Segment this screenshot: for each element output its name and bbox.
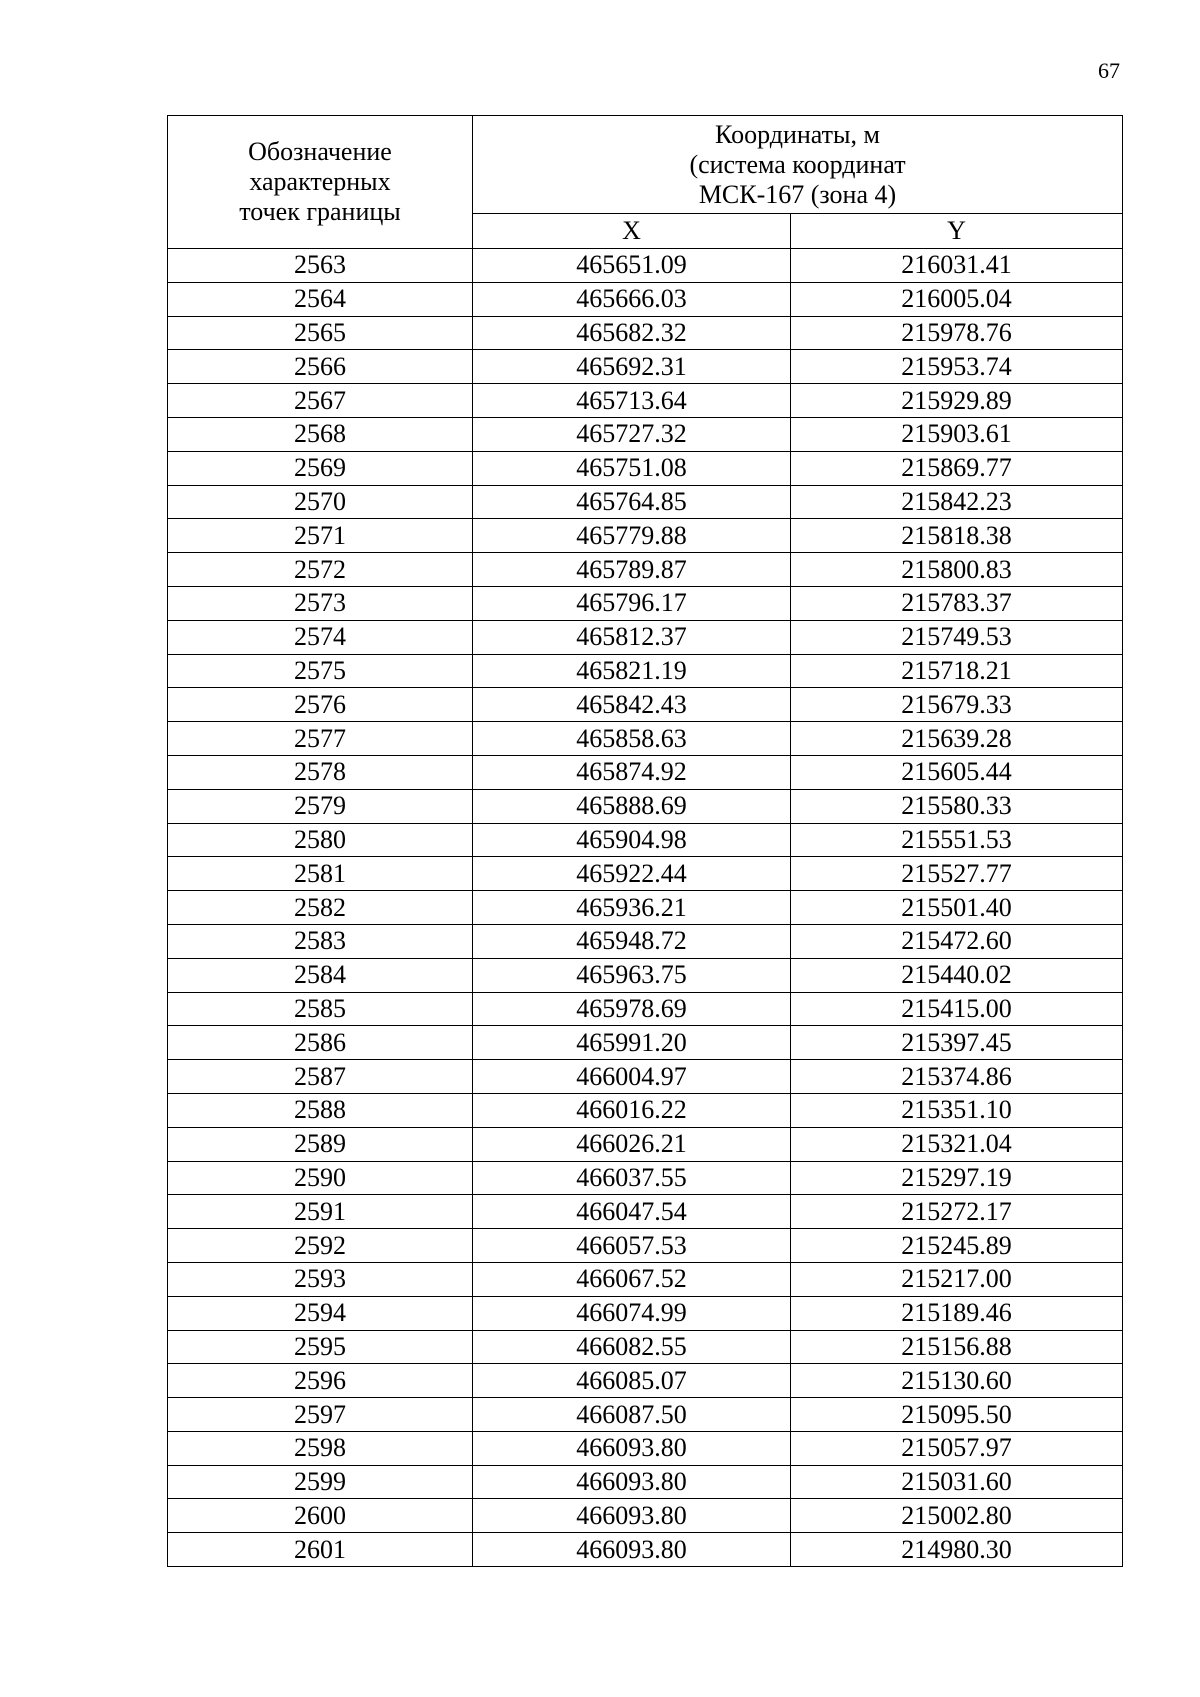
point-id-cell: 2580 — [168, 823, 473, 857]
table-row — [168, 1229, 1123, 1263]
point-designation-header-text: Обозначение характерных точек границы — [239, 137, 401, 226]
point-designation-header — [168, 116, 473, 249]
x-coordinate-cell: 466074.99 — [473, 1296, 791, 1330]
point-id-cell: 2570 — [168, 485, 473, 519]
y-coordinate-cell: 215842.23 — [791, 485, 1123, 519]
table-row — [168, 958, 1123, 992]
point-id-cell: 2578 — [168, 755, 473, 789]
point-id-cell: 2564 — [168, 282, 473, 316]
y-coordinate-cell: 215869.77 — [791, 451, 1123, 485]
point-id-cell: 2566 — [168, 350, 473, 384]
y-coordinate-cell: 215472.60 — [791, 924, 1123, 958]
table-row — [168, 1499, 1123, 1533]
x-coordinate-cell: 465789.87 — [473, 553, 791, 587]
point-id-cell: 2590 — [168, 1161, 473, 1195]
point-id-cell: 2571 — [168, 519, 473, 553]
x-coordinate-cell: 465682.32 — [473, 316, 791, 350]
y-coordinate-cell: 215415.00 — [791, 992, 1123, 1026]
x-coordinate-cell: 466067.52 — [473, 1262, 791, 1296]
point-id-cell: 2576 — [168, 688, 473, 722]
y-coordinate-cell: 215245.89 — [791, 1229, 1123, 1263]
table-row — [168, 1398, 1123, 1432]
table-row — [168, 924, 1123, 958]
x-coordinate-cell: 466093.80 — [473, 1465, 791, 1499]
table-row — [168, 992, 1123, 1026]
table-row — [168, 857, 1123, 891]
y-coordinate-cell: 215440.02 — [791, 958, 1123, 992]
point-id-cell: 2586 — [168, 1026, 473, 1060]
table-row — [168, 1026, 1123, 1060]
x-coordinate-cell: 465963.75 — [473, 958, 791, 992]
y-coordinate-cell: 215903.61 — [791, 417, 1123, 451]
point-id-cell: 2575 — [168, 654, 473, 688]
point-id-cell: 2579 — [168, 789, 473, 823]
point-id-cell: 2597 — [168, 1398, 473, 1432]
x-column-header: X — [473, 214, 791, 249]
y-coordinate-cell: 215130.60 — [791, 1364, 1123, 1398]
point-id-cell: 2577 — [168, 722, 473, 756]
x-coordinate-cell: 465991.20 — [473, 1026, 791, 1060]
point-id-cell: 2565 — [168, 316, 473, 350]
x-coordinate-cell: 466082.55 — [473, 1330, 791, 1364]
table-row — [168, 1465, 1123, 1499]
y-coordinate-cell: 215551.53 — [791, 823, 1123, 857]
table-row — [168, 1161, 1123, 1195]
x-coordinate-cell: 466057.53 — [473, 1229, 791, 1263]
point-id-cell: 2573 — [168, 586, 473, 620]
point-id-cell: 2568 — [168, 417, 473, 451]
x-coordinate-cell: 466026.21 — [473, 1127, 791, 1161]
x-coordinate-cell: 465874.92 — [473, 755, 791, 789]
x-coordinate-cell: 465948.72 — [473, 924, 791, 958]
y-coordinate-cell: 215272.17 — [791, 1195, 1123, 1229]
point-id-cell: 2574 — [168, 620, 473, 654]
table-row — [168, 1330, 1123, 1364]
table-row — [168, 722, 1123, 756]
point-id-cell: 2585 — [168, 992, 473, 1026]
table-row — [168, 688, 1123, 722]
y-coordinate-cell: 215351.10 — [791, 1093, 1123, 1127]
x-coordinate-cell: 466093.80 — [473, 1431, 791, 1465]
x-coordinate-cell: 466087.50 — [473, 1398, 791, 1432]
point-id-cell: 2567 — [168, 384, 473, 418]
y-coordinate-cell: 215397.45 — [791, 1026, 1123, 1060]
y-coordinate-cell: 215095.50 — [791, 1398, 1123, 1432]
table-row — [168, 891, 1123, 925]
table-row — [168, 755, 1123, 789]
table-row — [168, 553, 1123, 587]
x-coordinate-cell: 465751.08 — [473, 451, 791, 485]
x-coordinate-cell: 465936.21 — [473, 891, 791, 925]
point-id-cell: 2581 — [168, 857, 473, 891]
y-coordinate-cell: 215978.76 — [791, 316, 1123, 350]
coordinates-header-text: Координаты, м (система координат МСК-167 (зона 4) — [689, 119, 906, 209]
table-row — [168, 1533, 1123, 1567]
x-coordinate-cell: 465821.19 — [473, 654, 791, 688]
y-coordinate-cell: 215718.21 — [791, 654, 1123, 688]
table-row — [168, 1262, 1123, 1296]
table-row — [168, 1195, 1123, 1229]
y-coordinate-cell: 215527.77 — [791, 857, 1123, 891]
x-coordinate-cell: 465842.43 — [473, 688, 791, 722]
point-id-cell: 2589 — [168, 1127, 473, 1161]
table-row — [168, 654, 1123, 688]
x-coordinate-cell: 466085.07 — [473, 1364, 791, 1398]
x-coordinate-cell: 465713.64 — [473, 384, 791, 418]
coordinates-header — [473, 116, 1123, 214]
x-coordinate-cell: 466037.55 — [473, 1161, 791, 1195]
table-row — [168, 417, 1123, 451]
point-id-cell: 2584 — [168, 958, 473, 992]
point-id-cell: 2592 — [168, 1229, 473, 1263]
point-id-cell: 2563 — [168, 249, 473, 283]
table-row — [168, 485, 1123, 519]
y-coordinate-cell: 215783.37 — [791, 586, 1123, 620]
y-coordinate-cell: 215580.33 — [791, 789, 1123, 823]
table-row — [168, 620, 1123, 654]
point-id-cell: 2599 — [168, 1465, 473, 1499]
table-row — [168, 789, 1123, 823]
point-id-cell: 2582 — [168, 891, 473, 925]
point-id-cell: 2591 — [168, 1195, 473, 1229]
x-coordinate-cell: 466093.80 — [473, 1499, 791, 1533]
y-coordinate-cell: 215189.46 — [791, 1296, 1123, 1330]
y-coordinate-cell: 215953.74 — [791, 350, 1123, 384]
point-id-cell: 2587 — [168, 1060, 473, 1094]
point-id-cell: 2600 — [168, 1499, 473, 1533]
table-row — [168, 316, 1123, 350]
y-coordinate-cell: 216005.04 — [791, 282, 1123, 316]
y-coordinate-cell: 215031.60 — [791, 1465, 1123, 1499]
point-id-cell: 2583 — [168, 924, 473, 958]
x-coordinate-cell: 465888.69 — [473, 789, 791, 823]
point-id-cell: 2588 — [168, 1093, 473, 1127]
table-row — [168, 1127, 1123, 1161]
x-coordinate-cell: 465978.69 — [473, 992, 791, 1026]
table-row — [168, 823, 1123, 857]
point-id-cell: 2569 — [168, 451, 473, 485]
point-id-cell: 2596 — [168, 1364, 473, 1398]
y-coordinate-cell: 216031.41 — [791, 249, 1123, 283]
y-coordinate-cell: 215002.80 — [791, 1499, 1123, 1533]
x-coordinate-cell: 466004.97 — [473, 1060, 791, 1094]
y-coordinate-cell: 215929.89 — [791, 384, 1123, 418]
table-row — [168, 1431, 1123, 1465]
y-coordinate-cell: 215679.33 — [791, 688, 1123, 722]
y-coordinate-cell: 215818.38 — [791, 519, 1123, 553]
table-row — [168, 451, 1123, 485]
page-number: 67 — [1098, 58, 1120, 83]
x-coordinate-cell: 465812.37 — [473, 620, 791, 654]
table-row — [168, 282, 1123, 316]
x-coordinate-cell: 465651.09 — [473, 249, 791, 283]
table-row — [168, 350, 1123, 384]
y-coordinate-cell: 214980.30 — [791, 1533, 1123, 1567]
x-coordinate-cell: 465727.32 — [473, 417, 791, 451]
table-row — [168, 249, 1123, 283]
y-coordinate-cell: 215297.19 — [791, 1161, 1123, 1195]
table-row — [168, 586, 1123, 620]
y-coordinate-cell: 215749.53 — [791, 620, 1123, 654]
table-row — [168, 519, 1123, 553]
table-body — [168, 249, 1123, 1567]
x-coordinate-cell: 465904.98 — [473, 823, 791, 857]
point-id-cell: 2601 — [168, 1533, 473, 1567]
x-coordinate-cell: 465796.17 — [473, 586, 791, 620]
x-coordinate-cell: 465666.03 — [473, 282, 791, 316]
point-id-cell: 2595 — [168, 1330, 473, 1364]
point-id-cell: 2593 — [168, 1262, 473, 1296]
point-id-cell: 2598 — [168, 1431, 473, 1465]
table-row — [168, 1060, 1123, 1094]
x-coordinate-cell: 465692.31 — [473, 350, 791, 384]
y-coordinate-cell: 215374.86 — [791, 1060, 1123, 1094]
y-coordinate-cell: 215057.97 — [791, 1431, 1123, 1465]
y-coordinate-cell: 215639.28 — [791, 722, 1123, 756]
table-row — [168, 384, 1123, 418]
y-coordinate-cell: 215501.40 — [791, 891, 1123, 925]
y-coordinate-cell: 215156.88 — [791, 1330, 1123, 1364]
y-coordinate-cell: 215321.04 — [791, 1127, 1123, 1161]
table-row — [168, 1093, 1123, 1127]
table-row — [168, 1364, 1123, 1398]
x-coordinate-cell: 466047.54 — [473, 1195, 791, 1229]
x-coordinate-cell: 465764.85 — [473, 485, 791, 519]
x-coordinate-cell: 465922.44 — [473, 857, 791, 891]
point-id-cell: 2572 — [168, 553, 473, 587]
y-column-header: Y — [791, 214, 1123, 249]
x-coordinate-cell: 465779.88 — [473, 519, 791, 553]
x-coordinate-cell: 466093.80 — [473, 1533, 791, 1567]
x-coordinate-cell: 466016.22 — [473, 1093, 791, 1127]
point-id-cell: 2594 — [168, 1296, 473, 1330]
x-coordinate-cell: 465858.63 — [473, 722, 791, 756]
table-row — [168, 1296, 1123, 1330]
y-coordinate-cell: 215217.00 — [791, 1262, 1123, 1296]
y-coordinate-cell: 215605.44 — [791, 755, 1123, 789]
coordinates-table — [167, 115, 1123, 1567]
y-coordinate-cell: 215800.83 — [791, 553, 1123, 587]
